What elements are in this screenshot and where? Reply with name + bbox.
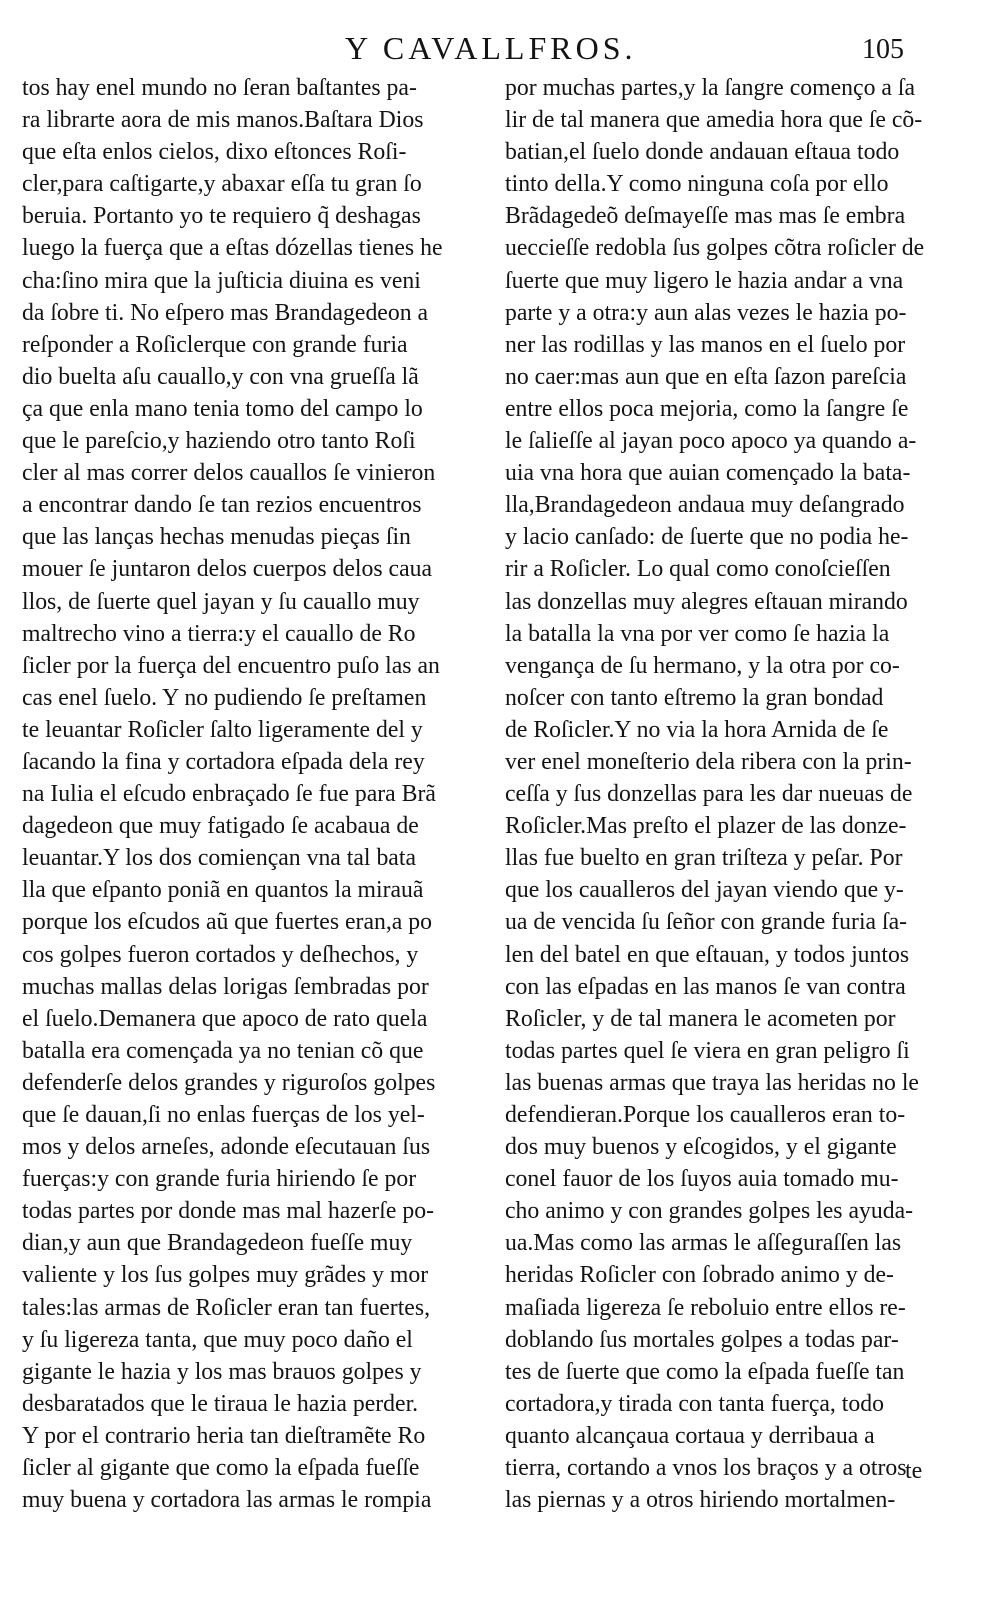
text-line: cas enel ſuelo. Y no pudiendo ſe preſtamen	[22, 684, 427, 711]
text-line: a encontrar dando ſe tan rezios encuentros	[22, 492, 422, 519]
catchword: te	[905, 1458, 923, 1484]
text-line: ner las rodillas y las manos en el ſuelo por	[505, 331, 906, 358]
text-line: defendieran.Porque los caualleros eran to-	[505, 1102, 906, 1128]
text-line: da ſobre ti. No eſpero mas Brandagedeon a	[22, 299, 429, 326]
text-line: uia vna hora que auian començado la bata-	[505, 460, 911, 487]
text-line: lir de tal manera que amedia hora que ſe cõ-	[505, 107, 923, 134]
text-line: te leuantar Roſicler ſalto ligeramente del y	[22, 716, 423, 743]
text-line: doblando ſus mortales golpes a todas par-	[505, 1326, 899, 1353]
text-line: ver enel moneſterio dela ribera con la prin-	[505, 748, 912, 775]
text-line: mos y delos arneſes, adonde eſecutauan ſus	[22, 1134, 431, 1161]
text-line: las piernas y a otros hiriendo mortalmen-	[505, 1487, 896, 1514]
text-line: Brãdagedeõ deſmayeſſe mas mas ſe embra	[505, 203, 906, 230]
text-line: y lacio canſado: de ſuerte que no podia he-	[505, 524, 909, 551]
text-line: entre ellos poca mejoria, como la ſangre ſe	[505, 395, 909, 422]
text-line: dian,y aun que Brandagedeon fueſſe muy	[22, 1230, 413, 1257]
text-line: valiente y los ſus golpes muy grãdes y mor	[22, 1262, 429, 1289]
text-line: de Roſicler.Y no via la hora Arnida de ſe	[505, 716, 889, 743]
text-line: tales:las armas de Roſicler eran tan fuertes,	[22, 1294, 431, 1321]
text-line: conel fauor de los ſuyos auia tomado mu-	[505, 1166, 899, 1193]
text-line: el ſuelo.Demanera que apoco de rato quela	[22, 1005, 428, 1032]
text-line: cos golpes fueron cortados y deſhechos, y	[22, 941, 419, 968]
text-line: desbaratados que le tiraua le hazia perder.	[22, 1390, 419, 1417]
text-line: tinto della.Y como ninguna coſa por ello	[505, 171, 889, 198]
text-line: y ſu ligereza tanta, que muy poco daño el	[22, 1326, 413, 1353]
text-line: que las lanças hechas menudas pieças ſin	[22, 524, 411, 551]
text-line: heridas Roſicler con ſobrado animo y de-	[505, 1262, 894, 1289]
text-line: Y por el contrario heria tan dieſtramẽte Ro	[22, 1422, 426, 1449]
text-line: ſuerte que muy ligero le hazia andar a vna	[505, 267, 904, 294]
text-line: batalla era començada ya no tenian cõ que	[22, 1037, 424, 1064]
text-line: mouer ſe juntaron delos cuerpos delos caua	[22, 556, 433, 583]
text-line: lla que eſpanto poniã en quantos la mirauã	[22, 877, 424, 904]
text-line: cler,para caſtigarte,y abaxar eſſa tu gran ſo	[22, 171, 422, 198]
text-line: Roſicler, y de tal manera le acometen por	[505, 1005, 896, 1032]
text-line: que los caualleros del jayan viendo que y-	[505, 877, 904, 904]
text-line: batian,el ſuelo donde andauan eſtaua todo	[505, 139, 900, 166]
text-line: ua.Mas como las armas le aſſeguraſſen las	[505, 1230, 902, 1257]
text-line: le ſalieſſe al jayan poco apoco ya quando a-	[505, 428, 917, 455]
text-line: gigante le hazia y los mas brauos golpes y	[22, 1358, 422, 1385]
text-line: quanto alcançaua cortaua y derribaua a	[505, 1422, 875, 1449]
text-line: con las eſpadas en las manos ſe van contra	[505, 973, 906, 1000]
text-line: las buenas armas que traya las heridas no le	[505, 1069, 919, 1096]
text-line: noſcer con tanto eſtremo la gran bondad	[505, 684, 884, 711]
text-line: que eſta enlos cielos, dixo eſtonces Roſi-	[22, 139, 407, 166]
text-line: ra librarte aora de mis manos.Baſtara Dios	[22, 107, 424, 134]
text-line: luego la fuerça que a eſtas dózellas tienes he	[22, 235, 443, 262]
text-line: cho animo y con grandes golpes les ayuda-	[505, 1198, 914, 1225]
text-line: reſponder a Roſiclerque con grande furia	[22, 331, 408, 358]
text-line: todas partes quel ſe viera en gran peligro ſi	[505, 1037, 910, 1064]
text-line: no caer:mas aun que en eſta ſazon pareſcia	[505, 363, 907, 390]
text-line: ceſſa y ſus donzellas para les dar nueuas de	[505, 781, 913, 808]
text-line: llos, de ſuerte quel jayan y ſu cauallo muy	[22, 588, 420, 615]
text-line: tierra, cortando a vnos los braços y a otros	[505, 1455, 907, 1482]
text-line: cortadora,y tirada con tanta fuerça, todo	[505, 1390, 884, 1417]
text-line: defenderſe delos grandes y riguroſos golpes	[22, 1069, 436, 1096]
text-line: la batalla la vna por ver como ſe hazia la	[505, 620, 890, 647]
text-line: leuantar.Y los dos comiençan vna tal bata	[22, 845, 416, 872]
text-line: maſiada ligereza ſe reboluio entre ellos re-	[505, 1294, 906, 1321]
text-line: beruia. Portanto yo te requiero q̃ deshagas	[22, 203, 421, 230]
text-line: dos muy buenos y eſcogidos, y el gigante	[505, 1134, 897, 1161]
text-line: cler al mas correr delos cauallos ſe vinieron	[22, 460, 436, 487]
text-line: tes de ſuerte que como la eſpada fueſſe tan	[505, 1358, 905, 1385]
text-line: len del batel en que eſtauan, y todos juntos	[505, 941, 910, 968]
text-line: ſacando la fina y cortadora eſpada dela rey	[22, 748, 425, 775]
text-line: rir a Roſicler. Lo qual como conoſcieſſen	[505, 556, 891, 583]
text-line: dio buelta aſu cauallo,y con vna grueſſa lã	[22, 363, 419, 390]
text-line: todas partes por donde mas mal hazerſe po-	[22, 1198, 435, 1225]
text-line: ſicler por la fuerça del encuentro puſo las an	[22, 652, 440, 679]
text-line: por muchas partes,y la ſangre començo a ſa	[505, 75, 915, 101]
running-head	[0, 22, 1000, 66]
text-line: que ſe dauan,ſi no enlas fuerças de los yel-	[22, 1102, 425, 1128]
running-title: Y CAVALLFROS.	[345, 30, 637, 66]
left-text-column	[22, 72, 482, 1516]
text-line: lla,Brandagedeon andaua muy deſangrado	[505, 492, 905, 519]
text-line: que le pareſcio,y haziendo otro tanto Roſi	[22, 428, 416, 455]
text-line: llas fue buelto en gran triſteza y peſar. Por	[505, 845, 903, 872]
text-line: porque los eſcudos aũ que fuertes eran,a po	[22, 909, 433, 936]
text-line: las donzellas muy alegres eſtauan mirando	[505, 588, 908, 615]
text-line: maltrecho vino a tierra:y el cauallo de Ro	[22, 620, 416, 647]
text-line: cha:ſino mira que la juſticia diuina es veni	[22, 267, 421, 294]
text-line: fuerças:y con grande furia hiriendo ſe por	[22, 1166, 417, 1193]
text-line: ueccieſſe redobla ſus golpes cõtra roſicler de	[505, 235, 925, 262]
right-text-column	[505, 72, 965, 1516]
page-number: 105	[862, 34, 904, 65]
text-line: ua de vencida ſu ſeñor con grande furia ſa-	[505, 909, 908, 936]
text-line: parte y a otra:y aun alas vezes le hazia po-	[505, 299, 907, 326]
text-line: vengança de ſu hermano, y la otra por co-	[505, 652, 900, 679]
text-line: tos hay enel mundo no ſeran baſtantes pa-	[22, 75, 417, 101]
text-line: na Iulia el eſcudo enbraçado ſe fue para Brã	[22, 781, 436, 808]
text-line: muy buena y cortadora las armas le rompia	[22, 1487, 432, 1514]
text-line: dagedeon que muy fatigado ſe acabaua de	[22, 813, 419, 840]
text-line: muchas mallas delas lorigas ſembradas por	[22, 973, 429, 1000]
text-line: ça que enla mano tenia tomo del campo lo	[22, 395, 423, 422]
text-line: ſicler al gigante que como la eſpada fueſſe	[22, 1455, 420, 1482]
text-line: Roſicler.Mas preſto el plazer de las donze-	[505, 813, 907, 840]
